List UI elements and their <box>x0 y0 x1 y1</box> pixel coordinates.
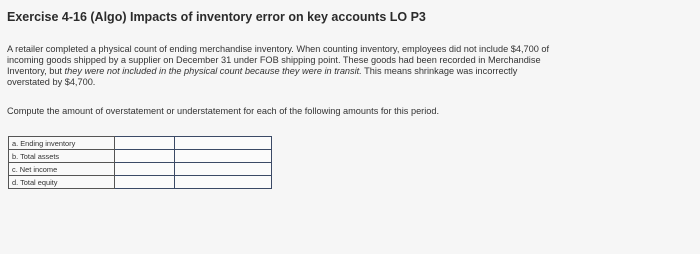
net-income-effect-select[interactable] <box>115 163 175 176</box>
table-row <box>9 137 272 150</box>
problem-line-1: A retailer completed a physical count of ending merchandise inventory. When counting inventory, employees did not include $4,700 of <box>7 44 550 54</box>
total-equity-amount-input[interactable] <box>175 176 272 189</box>
table-row <box>9 150 272 163</box>
problem-line-4: overstated by $4,700. <box>7 76 96 87</box>
total-equity-effect-select[interactable] <box>115 176 175 189</box>
problem-line-3-end: This means shrinkage was incorrectly <box>361 65 518 76</box>
net-income-amount-input[interactable] <box>175 163 272 176</box>
row-label-total-assets: b. Total assets <box>9 150 115 163</box>
problem-line-3 <box>7 66 647 77</box>
row-label-ending-inventory: a. Ending inventory <box>9 137 115 150</box>
total-assets-effect-select[interactable] <box>115 150 175 163</box>
table-row <box>9 176 272 189</box>
total-assets-amount-input[interactable] <box>175 150 272 163</box>
ending-inventory-effect-select[interactable] <box>115 137 175 150</box>
exercise-title: Exercise 4-16 (Algo) Impacts of inventory error on key accounts LO P3 <box>7 10 426 24</box>
problem-statement <box>7 44 647 88</box>
instruction-text: Compute the amount of overstatement or understatement for each of the following amounts for this period. <box>7 106 440 116</box>
row-label-total-equity: d. Total equity <box>9 176 115 189</box>
problem-line-2: incoming goods shipped by a supplier on December 31 under FOB shipping point. These goods had been recorded in Merchandise <box>7 54 541 65</box>
problem-line-3-start: Inventory, but <box>7 65 65 76</box>
table-row <box>9 163 272 176</box>
answer-table <box>8 136 272 189</box>
problem-line-3-emphasis: they were not included in the physical count because they were in transit. <box>64 65 362 76</box>
row-label-net-income: c. Net income <box>9 163 115 176</box>
ending-inventory-amount-input[interactable] <box>175 137 272 150</box>
